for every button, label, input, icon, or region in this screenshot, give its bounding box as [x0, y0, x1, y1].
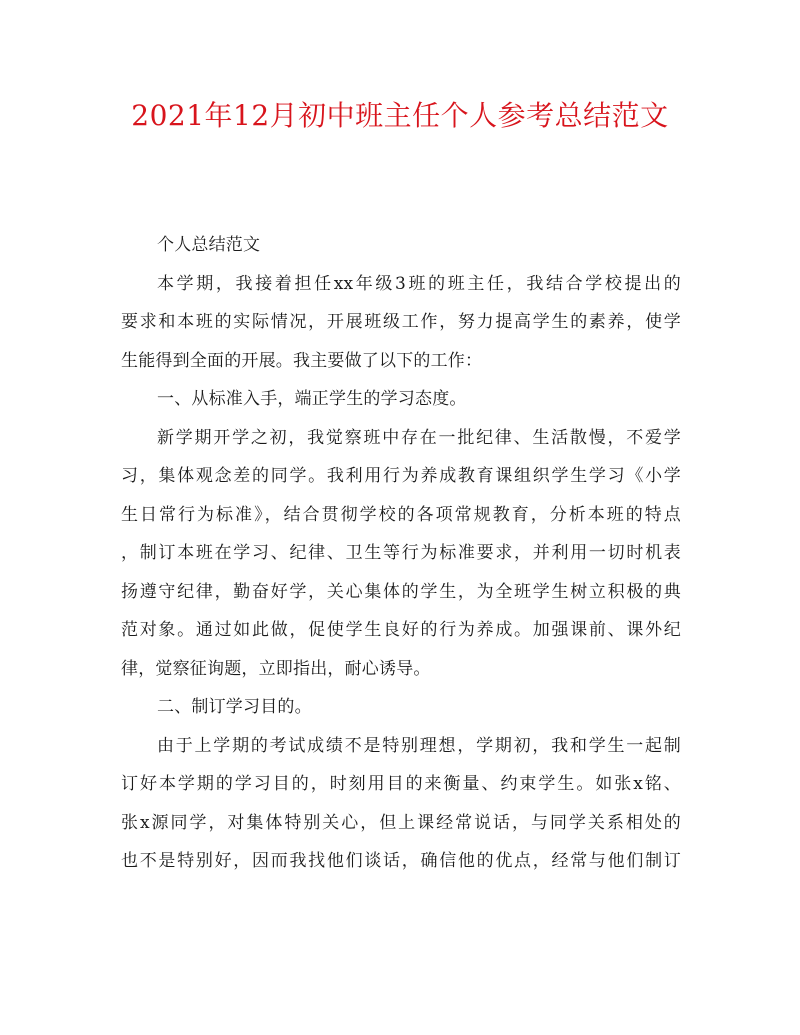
document-title: 2021年12月初中班主任个人参考总结范文 — [131, 99, 669, 132]
paragraph-line: 范对象。通过如此做，促使学生良好的行为养成。加强课前、课外纪 — [121, 620, 681, 640]
paragraph-line: 扬遵守纪律，勤奋好学，关心集体的学生，为全班学生树立积极的典 — [121, 581, 681, 602]
paragraph-line: 要求和本班的实际情况，开展班级工作，努力提高学生的素养，使学 — [121, 312, 681, 332]
paragraph-line: ，制订本班在学习、纪律、卫生等行为标准要求，并利用一切时机表 — [121, 543, 681, 563]
paragraph-line: 张x源同学，对集体特别关心，但上课经常说话，与同学关系相处的 — [121, 812, 681, 833]
paragraph-line: 二、制订学习目的。 — [157, 697, 312, 717]
paragraph-line: 由于上学期的考试成绩不是特别理想，学期初，我和学生一起制 — [157, 735, 681, 756]
paragraph-line: 一、从标准入手，端正学生的学习态度。 — [157, 389, 467, 409]
paragraph-line: 律，觉察征询题，立即指出，耐心诱导。 — [121, 658, 431, 679]
document-body — [121, 226, 681, 881]
paragraph-line: 也不是特别好，因而我找他们谈话，确信他的优点，经常与他们制订 — [121, 851, 681, 871]
paragraph-line: 生日常行为标准》，结合贯彻学校的各项常规教育，分析本班的特点 — [121, 504, 681, 525]
paragraph-line: 生能得到全面的开展。我主要做了以下的工作： — [121, 350, 483, 371]
paragraph-line: 本学期，我接着担任xx年级3班的班主任，我结合学校提出的 — [157, 273, 681, 294]
paragraph-line: 习，集体观念差的同学。我利用行为养成教育课组织学生学习《小学 — [121, 466, 681, 486]
paragraph-line: 新学期开学之初，我觉察班中存在一批纪律、生活散慢，不爱学 — [157, 427, 681, 448]
paragraph-line: 个人总结范文 — [157, 235, 261, 255]
paragraph-line: 订好本学期的学习目的，时刻用目的来衡量、约束学生。如张x铭、 — [121, 774, 681, 794]
